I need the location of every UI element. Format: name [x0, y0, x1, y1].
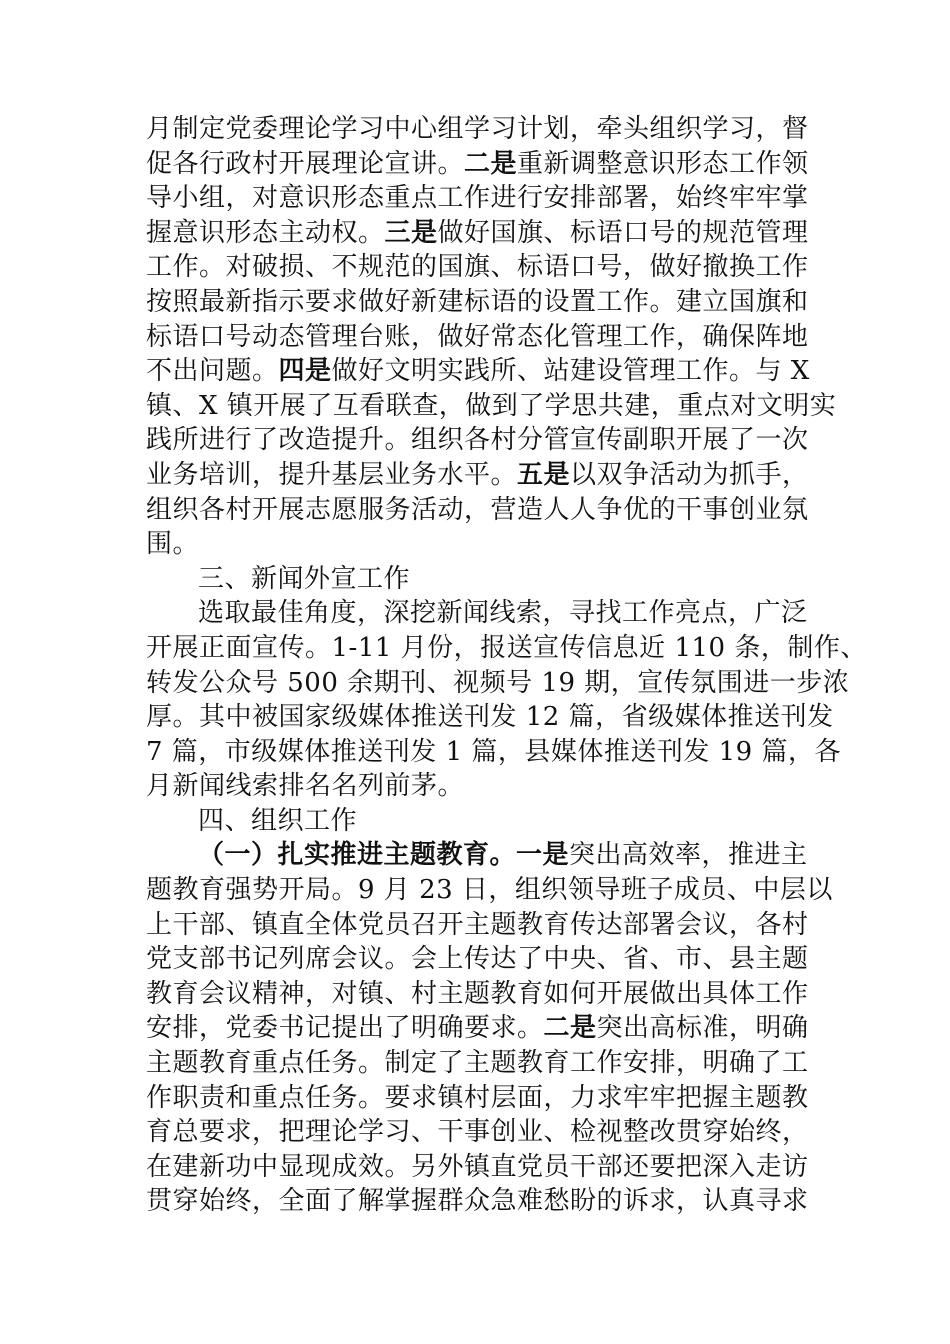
text-line [146, 838, 806, 873]
text-line [146, 527, 806, 562]
text-run: 按照最新指示要求做好新建标语的设置工作。建立国旗和 [146, 286, 809, 317]
text-run: 做好国旗、标语口号的规范管理 [437, 217, 809, 248]
text-line [146, 181, 809, 216]
text-run: 三、新闻外宣工作 [198, 563, 411, 594]
bold-text-run: 五是 [517, 459, 571, 490]
text-run: 做好文明实践所、站建设管理工作。与 X [331, 356, 810, 387]
text-run: 促各行政村开展理论宣讲。 [146, 148, 465, 179]
section-heading [146, 804, 806, 839]
text-run: 教育会议精神，对镇、村主题教育如何开展做出具体工作 [146, 978, 809, 1009]
text-line [146, 1184, 809, 1219]
text-line [146, 1115, 809, 1150]
text-line [146, 320, 809, 355]
text-run: 转发公众号 500 余期刊、视频号 19 期，宣传氛围进一步浓 [146, 667, 850, 698]
text-run: 导小组，对意识形态重点工作进行安排部署，始终牢牢掌 [146, 183, 809, 214]
text-line [146, 666, 850, 701]
text-line [146, 493, 809, 528]
text-run: 育总要求，把理论学习、干事创业、检视整改贯穿始终， [146, 1117, 809, 1148]
text-line [146, 216, 809, 251]
section-heading [146, 562, 806, 597]
text-line [146, 735, 841, 770]
text-run: 握意识形态主动权。 [146, 217, 385, 248]
text-run: 业务培训，提升基层业务水平。 [146, 459, 518, 490]
text-run: 月制定党委理论学习中心组学习计划，牵头组织学习，督 [146, 114, 809, 144]
text-run: 不出问题。 [146, 356, 279, 387]
text-run: 四、组织工作 [198, 805, 358, 836]
text-run: 围。 [146, 529, 200, 560]
text-run: 开展正面宣传。1-11 月份，报送宣传信息近 110 条，制作、 [146, 632, 867, 663]
text-line [146, 700, 834, 735]
text-run: 工作。对破损、不规范的国旗、标语口号，做好撤换工作 [146, 252, 809, 283]
text-line [146, 1150, 809, 1185]
text-run: 贯穿始终，全面了解掌握群众急难愁盼的诉求，认真寻求 [146, 1186, 809, 1217]
text-line [146, 423, 809, 458]
bold-text-run: 二是 [464, 148, 518, 179]
text-run: 7 篇，市级媒体推送刊发 1 篇，县媒体推送刊发 19 篇，各 [146, 736, 841, 767]
text-line [146, 631, 867, 666]
text-run: 践所进行了改造提升。组织各村分管宣传副职开展了一次 [146, 425, 809, 456]
text-line [146, 112, 809, 147]
text-run: 选取最佳角度，深挖新闻线索，寻找工作亮点，广泛 [198, 598, 808, 629]
text-line [146, 250, 809, 285]
text-line [146, 977, 809, 1012]
text-run: 题教育强势开局。9 月 23 日，组织领导班子成员、中层以 [146, 875, 833, 906]
text-line [146, 389, 837, 424]
text-run: 上干部、镇直全体党员召开主题教育传达部署会议，各村 [146, 909, 809, 940]
text-run: 在建新功中显现成效。另外镇直党员干部还要把深入走访 [146, 1151, 809, 1182]
text-line [146, 285, 809, 320]
bold-text-run: 一是 [516, 840, 570, 871]
text-run: 主题教育重点任务。制定了主题教育工作安排，明确了工 [146, 1048, 809, 1079]
text-run: 突出高效率，推进主 [569, 840, 808, 871]
text-run: 党支部书记列席会议。会上传达了中央、省、市、县主题 [146, 944, 809, 975]
text-line [146, 458, 809, 493]
text-run: 重新调整意识形态工作领 [517, 148, 809, 179]
text-run: 月新闻线索排名名列前茅。 [146, 771, 465, 802]
text-line [146, 942, 809, 977]
text-line [146, 908, 809, 943]
text-run: 厚。其中被国家级媒体推送刊发 12 篇，省级媒体推送刊发 [146, 702, 834, 733]
document-page [146, 112, 867, 1219]
text-run: 标语口号动态管理台账，做好常态化管理工作，确保阵地 [146, 321, 809, 352]
text-run: 安排，党委书记提出了明确要求。 [146, 1013, 544, 1044]
bold-text-run: （一）扎实推进主题教育。 [198, 840, 517, 871]
text-line [146, 1081, 809, 1116]
text-run: 镇、X 镇开展了互看联查，做到了学思共建，重点对文明实 [146, 390, 837, 421]
text-line [146, 1046, 809, 1081]
text-line [146, 1011, 809, 1046]
text-run: 以双争活动为抓手， [570, 459, 809, 490]
bold-text-run: 二是 [543, 1013, 597, 1044]
text-run: 组织各村开展志愿服务活动，营造人人争优的干事创业氛 [146, 494, 809, 525]
text-run: 突出高标准，明确 [596, 1013, 809, 1044]
text-run: 作职责和重点任务。要求镇村层面，力求牢牢把握主题教 [146, 1082, 809, 1113]
bold-text-run: 三是 [384, 217, 438, 248]
text-line [146, 596, 806, 631]
bold-text-run: 四是 [278, 356, 332, 387]
text-line [146, 769, 806, 804]
text-line [146, 873, 833, 908]
text-line [146, 147, 809, 182]
text-line [146, 354, 810, 389]
